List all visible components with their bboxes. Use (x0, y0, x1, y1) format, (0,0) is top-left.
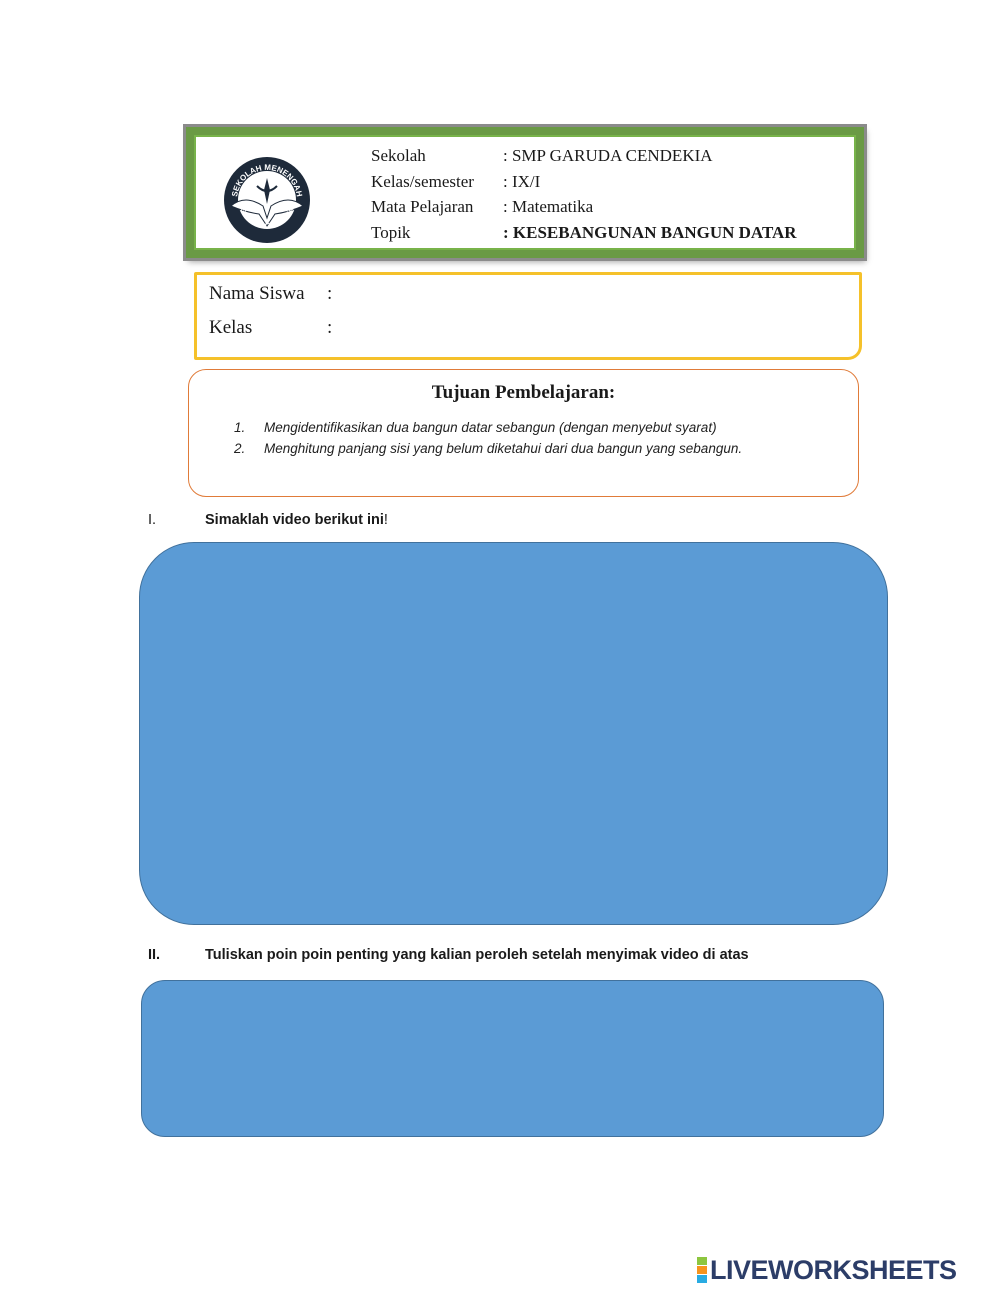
objective-number: 2. (234, 441, 246, 456)
section-1-text: Simaklah video berikut ini (205, 512, 384, 528)
section-2-number: II. (148, 947, 161, 963)
brand-icon-block (697, 1275, 707, 1283)
info-row-subject (371, 194, 797, 220)
objectives-title: Tujuan Pembelajaran: (431, 382, 616, 403)
school-info-table (371, 143, 797, 245)
info-row-class-semester (371, 169, 797, 195)
info-value: : KESEBANGUNAN BANGUN DATAR (503, 222, 797, 242)
brand-text: LIVEWORKSHEETS (710, 1254, 957, 1285)
info-label: Topik (371, 222, 411, 242)
section-2-heading (148, 947, 749, 963)
logo-bottom-text: GARUDA CENDEKIA (238, 206, 296, 230)
logo-top-text: SEKOLAH MENENGAH (230, 162, 304, 198)
notes-answer-box[interactable] (141, 980, 884, 1137)
info-label: Sekolah (371, 146, 426, 165)
video-placeholder[interactable] (139, 542, 888, 925)
student-name-label: Nama Siswa (209, 283, 305, 304)
section-2-text: Tuliskan poin poin penting yang kalian peroleh setelah menyimak video di atas (205, 947, 749, 963)
objectives-list (234, 417, 742, 459)
info-value: : SMP GARUDA CENDEKIA (503, 146, 713, 165)
header-box (186, 127, 864, 258)
section-1-number: I. (148, 512, 157, 528)
info-label: Mata Pelajaran (371, 197, 474, 216)
info-value: : IX/I (503, 171, 541, 191)
learning-objectives-box (188, 369, 859, 497)
brand-icon-block (697, 1257, 707, 1265)
info-label: Kelas/semester (371, 171, 474, 191)
student-class-label: Kelas (209, 317, 253, 338)
info-value: : Matematika (503, 197, 594, 216)
objective-text: Menghitung panjang sisi yang belum diketahui dari dua bangun yang sebangun. (264, 441, 743, 456)
liveworksheets-brand (697, 1256, 957, 1284)
student-class-row (209, 317, 332, 339)
section-1-heading (148, 512, 388, 528)
student-name-colon: : (327, 283, 333, 304)
student-identity-box (194, 272, 862, 360)
section-1-suffix: ! (383, 512, 388, 528)
objective-item (234, 438, 742, 459)
info-row-topic (371, 220, 797, 246)
school-logo-icon (223, 156, 311, 244)
objective-number: 1. (234, 420, 246, 435)
objective-text: Mengidentifikasikan dua bangun datar sebangun (dengan menyebut syarat) (264, 420, 717, 435)
header-inner (194, 135, 856, 250)
student-class-colon: : (327, 317, 333, 338)
info-row-school (371, 143, 797, 169)
brand-icon (697, 1257, 707, 1284)
objective-item (234, 417, 742, 438)
student-name-row (209, 283, 332, 305)
brand-icon-block (697, 1266, 707, 1274)
